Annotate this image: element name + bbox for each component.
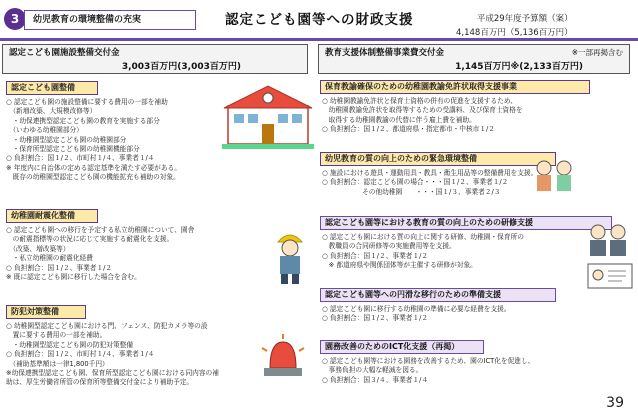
left-section-1-title: 認定こども園整備: [6, 81, 98, 95]
left-section-2-body: ○ 認定こども園への移行を予定する私立幼稚園について、園舎 の耐震指標等の状況に応じて実施する耐震化を支援。 （改築、増改築等） ・私立幼稚園の耐震化経費 ○ 負担割合：国１/２、事業者１/２ ※ 既に認定こども園に移行した場合を含む。: [6, 226, 195, 282]
page-title: 認定こども園等への財政支援: [225, 12, 414, 28]
budget-line-1: 平成29年度予算額（案）: [476, 14, 573, 24]
right-section-1-title: 保育教諭確保のための幼稚園教諭免許状取得支援事業: [320, 80, 590, 94]
children-icon: [532, 158, 578, 194]
right-section-5-title: 園務改善のためのICT化支援（再掲）: [320, 340, 484, 354]
left-section-3-body: ○ 幼稚園型認定こども園における門、フェンス、防犯カメラ等の設 置に要する費用の一部を補助。 ・幼稚園型認定こども園の防犯対策整備 ○ 負担割合：国１/２、市町村１/４、事業者１/４ （補助基準額は一律1,800千円） ※幼保連携型認定こども園、保育所型認定こども園における同内容の補 助は、厚生労働省所管の保育所等整備交付金により補助予定。: [6, 322, 219, 387]
school-building-icon: [222, 84, 314, 150]
teacher-board-icon: [586, 262, 634, 292]
section-tag: 幼児教育の環境整備の充実: [24, 10, 196, 30]
right-section-3-title: 認定こども園等における教育の質の向上のための研修支援: [320, 216, 612, 230]
construction-worker-icon: [270, 228, 310, 286]
budget-line-2: 4,148百万円（5,136百万円）: [456, 28, 573, 38]
section-number-badge: 3: [4, 8, 26, 30]
right-section-2-body: ○ 施設における遊具・運動用具・教具・衛生用品等の整備費用を支援。 ○ 負担割合：認定こども園の場合・・・国１/２、事業者１/２ その他幼稚園 ・・・国１/３、事業者２/３: [322, 169, 538, 196]
left-section-1-body: ○ 認定こども園の施設整備に要する費用の一部を補助 （新増改築、大規模改修等） ・幼保連携型認定こども園の教育を実施する部分 （いわゆる幼稚園部分） ・幼稚園型認定こども園の幼稚園部分 ・保育所型認定こども園の幼稚園機能部分 ○ 負担割合：国１/２、市町村１/４、事業者１/４ ※ 年度内に自治体の定める認定基準を満たす必要がある。 既存の幼稚園型認定こども園の機能拡充も補助の対象。: [6, 98, 181, 182]
left-grant-header: [2, 44, 308, 74]
right-grant-title: 教育支援体制整備事業費交付金: [325, 48, 445, 58]
right-grant-note: ※一部再掲含む: [571, 48, 623, 57]
students-icon: [586, 220, 632, 260]
header-rule: [0, 38, 638, 41]
alarm-siren-icon: [256, 332, 310, 382]
right-section-2-title: 幼児教育の質の向上のための緊急環境整備: [320, 152, 556, 166]
right-grant-header: [318, 44, 630, 74]
right-section-4-body: ○ 認定こども園に移行する幼稚園の準備に必要な経費を支援。 ○ 負担割合：国１/２、事業者１/２: [322, 305, 511, 323]
budget-summary: [456, 12, 573, 40]
right-grant-amount: 1,145百万円※(2,133百万円): [455, 62, 583, 72]
right-section-4-title: 認定こども園等への円滑な移行のための準備支援: [320, 288, 556, 302]
left-grant-amount: 3,003百万円(3,003百万円): [121, 62, 241, 72]
right-section-3-body: ○ 認定こども園における質の向上に関する研修、幼稚園・保育所の 教職員の合同研修等の実施費用等を支援。 ○ 負担割合：国１/２、事業者１/２ ※ 都道府県や関係団体等が主催する研修が対象。: [322, 233, 524, 270]
left-section-3-title: 防犯対策整備: [6, 305, 86, 319]
left-section-2-title: 幼稚園耐震化整備: [6, 209, 98, 223]
right-section-5-body: ○ 認定こども園等における園務を改善するため、園のICT化を促進し、 事務負担の大幅な軽減を図る。 ○ 負担割合：国３/４、事業者１/４: [322, 357, 535, 384]
right-section-1-body: ○ 幼稚園教諭免許状と保育士資格の併有の促進を支援するため、 幼稚園教諭免許状を取得等するための受講料、及び保育士資格を 取得する幼稚園教諭の代替に伴う雇上費を補助。 ○ 負担割合：国１/２、都道府県・指定都市・中核市１/２: [322, 97, 523, 134]
page-number: 39: [606, 395, 624, 411]
left-grant-title: 認定こども園施設整備交付金: [9, 48, 120, 58]
